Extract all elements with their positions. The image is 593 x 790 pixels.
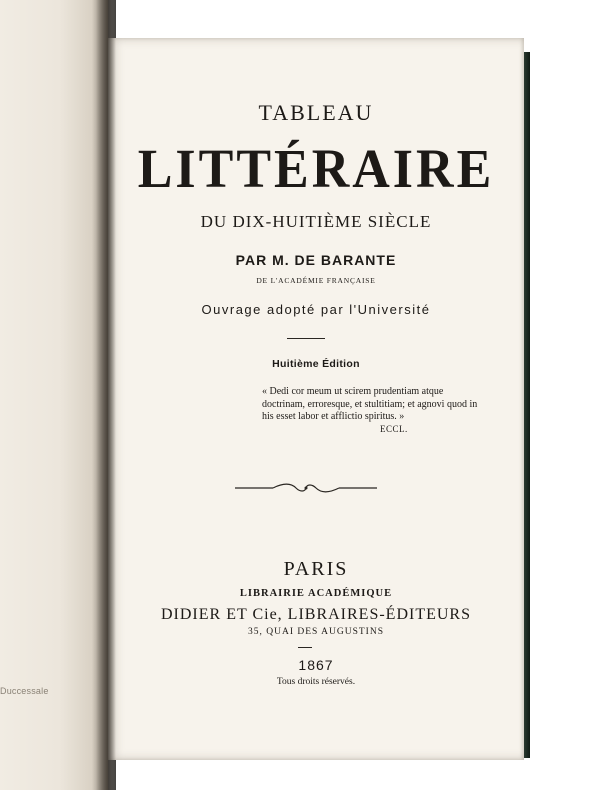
publisher: DIDIER ET Cie, LIBRAIRES-ÉDITEURS bbox=[160, 606, 471, 623]
title-line-1: TABLEAU bbox=[258, 100, 374, 125]
left-page bbox=[0, 0, 108, 790]
address: 35, QUAI DES AUGUSTINS bbox=[247, 627, 384, 637]
year: 1867 bbox=[298, 657, 334, 673]
epigraph-source: ECCL. bbox=[380, 424, 408, 434]
rights-notice: Tous droits réservés. bbox=[276, 677, 356, 687]
city: PARIS bbox=[283, 558, 349, 580]
author: PAR M. DE BARANTE bbox=[235, 252, 397, 268]
small-rule bbox=[298, 647, 312, 648]
adoption-note: Ouvrage adopté par l'Université bbox=[201, 302, 431, 317]
title-line-3: DU DIX-HUITIÈME SIÈCLE bbox=[200, 212, 432, 231]
ornament-divider bbox=[233, 482, 379, 494]
library-stamp: Duccessale bbox=[0, 686, 49, 696]
book-cover-edge bbox=[524, 52, 530, 758]
bookshop: LIBRAIRIE ACADÉMIQUE bbox=[239, 588, 393, 599]
divider-rule bbox=[287, 338, 325, 339]
edition: Huitième Édition bbox=[272, 358, 360, 370]
title-line-2: LITTÉRAIRE bbox=[137, 139, 495, 200]
epigraph: « Dedi cor meum ut scirem prudentiam atque doctrinam, erroresque, et stultitiam; et agnovi quod in his esset labor et afflictio spiritus. » bbox=[262, 386, 478, 422]
author-affiliation: DE L'ACADÉMIE FRANÇAISE bbox=[256, 276, 376, 285]
